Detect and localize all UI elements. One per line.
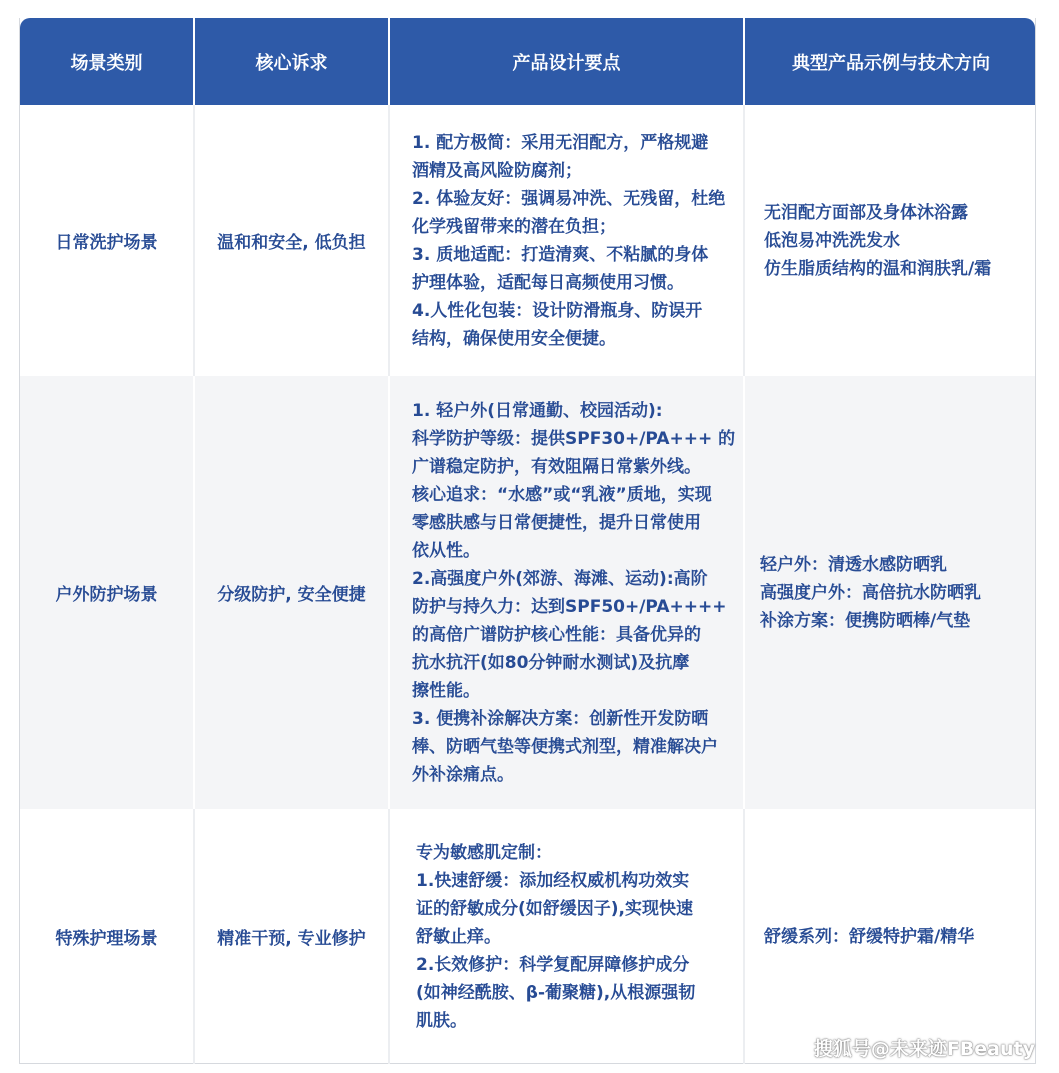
point-line: 3. 便携补涂解决方案：创新性开发防晒	[412, 708, 709, 729]
point-line: 广谱稳定防护，有效阻隔日常紫外线。	[412, 456, 701, 477]
point-line: 外补涂痛点。	[412, 764, 514, 785]
scene-cell: 日常洗护场景	[55, 233, 158, 253]
point-line: 防护与持久力：达到SPF50+/PA++++	[412, 596, 727, 617]
point-line: (如神经酰胺、β-葡聚糖),从根源强韧	[416, 982, 696, 1003]
point-line: 护理体验，适配每日高频使用习惯。	[412, 272, 684, 293]
table-header	[20, 18, 1035, 105]
table-row	[20, 809, 1035, 1064]
point-line: 1. 轻户外(日常通勤、校园活动):	[412, 400, 663, 421]
example-line: 高强度户外：高倍抗水防晒乳	[760, 582, 981, 603]
point-line: 1.快速舒缓：添加经权威机构功效实	[416, 870, 690, 891]
scene-cell: 户外防护场景	[55, 585, 158, 605]
point-line: 结构，确保使用安全便捷。	[412, 328, 616, 349]
demand-cell: 温和和安全, 低负担	[217, 233, 366, 253]
table-row	[20, 105, 1035, 376]
point-line: 的高倍广谱防护核心性能：具备优异的	[412, 624, 701, 645]
example-line: 补涂方案：便携防晒棒/气垫	[760, 610, 971, 631]
demand-cell: 分级防护, 安全便捷	[217, 585, 366, 605]
example-line: 舒缓系列：舒缓特护霜/精华	[764, 926, 975, 947]
design-points-cell	[412, 376, 742, 809]
header-design-points: 产品设计要点	[512, 52, 621, 74]
point-line: 专为敏感肌定制：	[416, 842, 552, 863]
point-line: 抗水抗汗(如80分钟耐水测试)及抗摩	[412, 652, 690, 673]
point-line: 化学残留带来的潜在负担；	[412, 216, 616, 237]
examples-cell	[760, 376, 1036, 809]
point-line: 肌肤。	[416, 1010, 467, 1031]
scene-table	[19, 18, 1036, 1064]
point-line: 零感肤感与日常便捷性，提升日常使用	[412, 512, 701, 533]
examples-cell	[764, 105, 1036, 376]
header-scene: 场景类别	[70, 52, 143, 74]
examples-cell	[764, 809, 1036, 1064]
example-line: 轻户外：清透水感防晒乳	[760, 554, 947, 575]
header-examples: 典型产品示例与技术方向	[792, 52, 990, 74]
point-line: 4.人性化包装：设计防滑瓶身、防误开	[412, 300, 703, 321]
design-points-cell	[416, 809, 742, 1064]
point-line: 核心追求：“水感”或“乳液”质地，实现	[412, 484, 712, 505]
scene-cell: 特殊护理场景	[55, 929, 158, 949]
header-demand: 核心诉求	[255, 52, 328, 74]
point-line: 2.高强度户外(郊游、海滩、运动):高阶	[412, 568, 708, 589]
point-line: 擦性能。	[412, 680, 480, 701]
example-line: 无泪配方面部及身体沐浴露	[764, 202, 968, 223]
point-line: 依从性。	[412, 540, 480, 561]
point-line: 2. 体验友好：强调易冲洗、无残留，杜绝	[412, 188, 726, 209]
point-line: 科学防护等级：提供SPF30+/PA+++ 的	[412, 428, 736, 449]
point-line: 酒精及高风险防腐剂；	[412, 160, 582, 181]
example-line: 仿生脂质结构的温和润肤乳/霜	[764, 258, 992, 279]
point-line: 1. 配方极简：采用无泪配方，严格规避	[412, 132, 709, 153]
point-line: 证的舒敏成分(如舒缓因子),实现快速	[416, 898, 693, 919]
point-line: 3. 质地适配：打造清爽、不粘腻的身体	[412, 244, 709, 265]
point-line: 2.长效修护：科学复配屏障修护成分	[416, 954, 690, 975]
point-line: 棒、防晒气垫等便携式剂型，精准解决户	[412, 736, 718, 757]
demand-cell: 精准干预, 专业修护	[217, 929, 366, 949]
point-line: 舒敏止痒。	[416, 926, 501, 947]
table-row	[20, 376, 1035, 809]
design-points-cell	[412, 105, 742, 376]
example-line: 低泡易冲洗洗发水	[764, 230, 900, 251]
source-watermark: 搜狐号@未来迹FBeauty	[813, 1038, 1035, 1060]
